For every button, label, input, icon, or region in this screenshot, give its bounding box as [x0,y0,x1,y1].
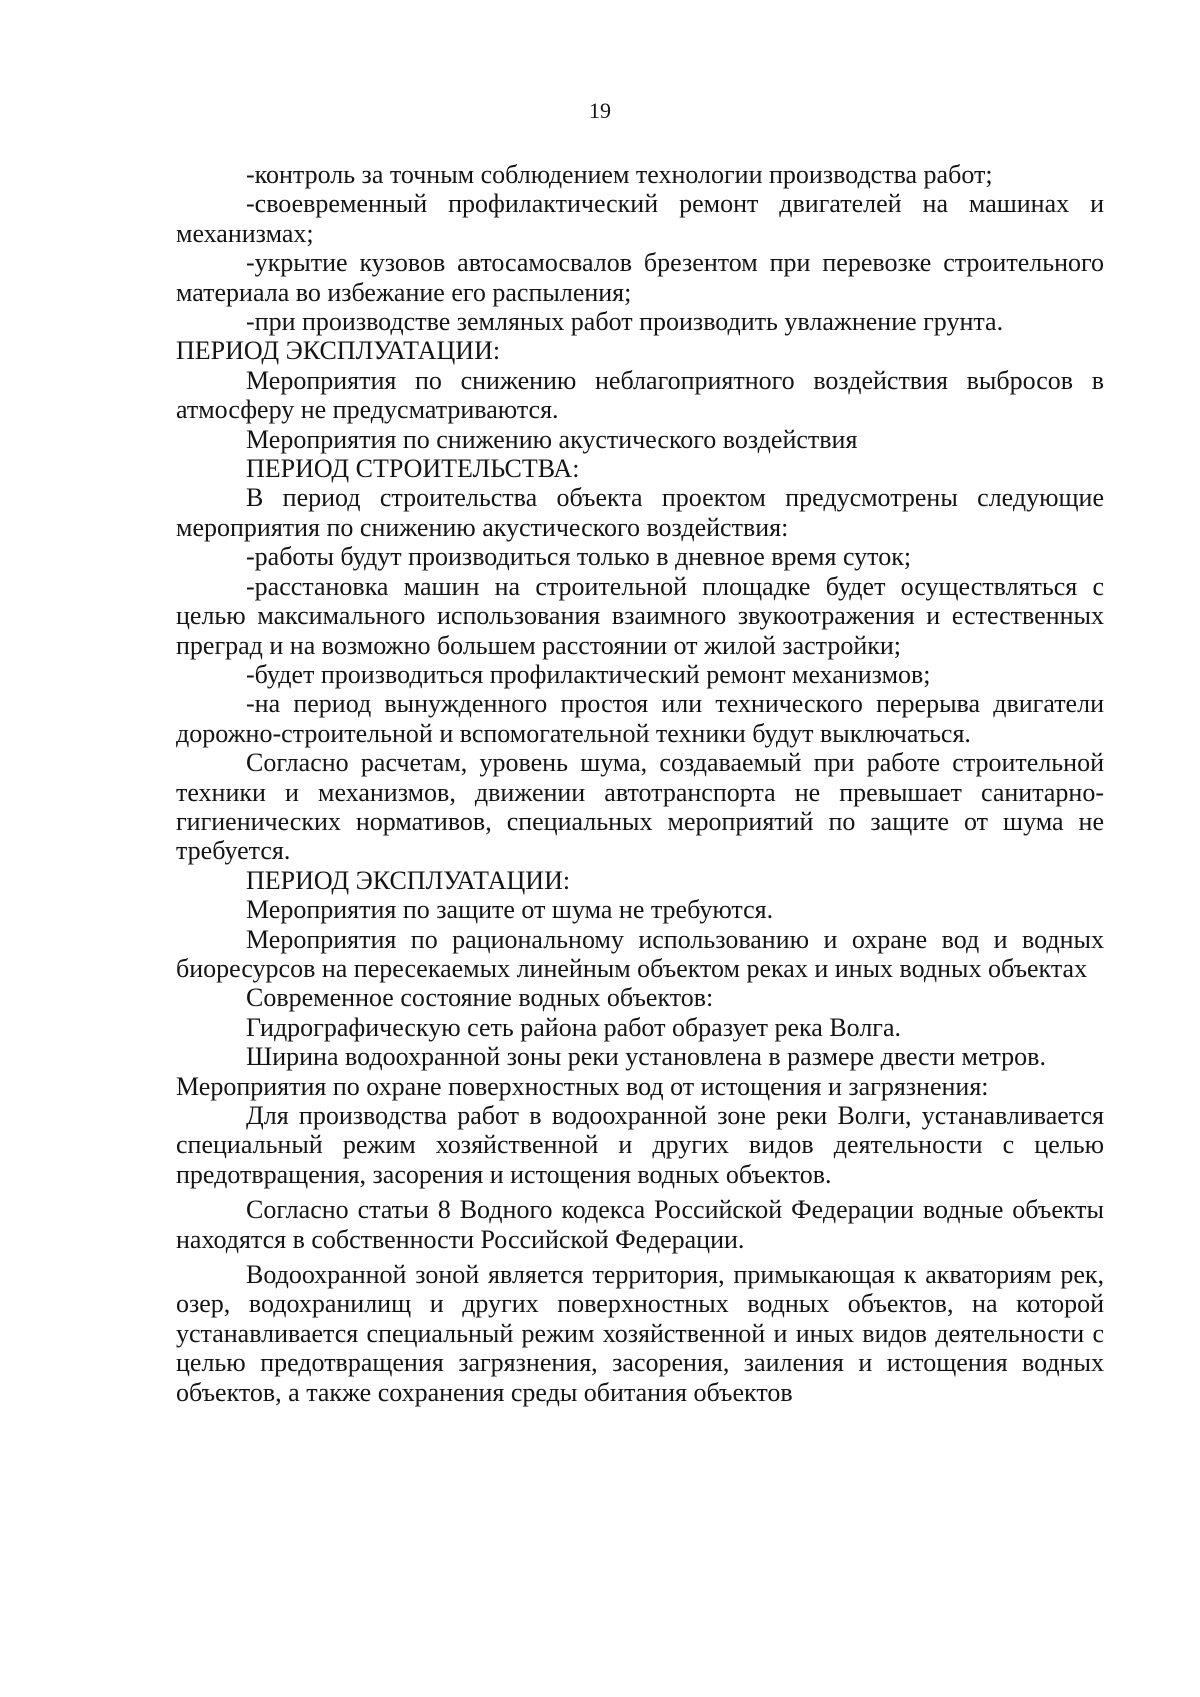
heading-operation-period-1: ПЕРИОД ЭКСПЛУАТАЦИИ: [176,336,501,366]
paragraph-12: -будет производиться профилактический ремонт механизмов; [246,659,931,689]
paragraph-13: -на период вынужденного простоя или технического перерыва двигатели дорожно-строительной и вспомогательной техники будут выключаться. [176,689,1104,748]
paragraph-16: Мероприятия по защите от шума не требуются. [246,895,774,925]
paragraph-21: Мероприятия по охране поверхностных вод от истощения и загрязнения: [176,1071,989,1101]
paragraph-23: Согласно статьи 8 Водного кодекса Российской Федерации водные объекты находятся в собственности Российской Федерации. [176,1195,1104,1254]
paragraph-2: -своевременный профилактический ремонт двигателей на машинах и механизмах; [176,189,1104,248]
paragraph-6: Мероприятия по снижению неблагоприятного воздействия выбросов в атмосферу не предусматриваются. [176,365,1104,425]
paragraph-19: Гидрографическую сеть района работ образует река Волга. [246,1012,902,1042]
paragraph-22: Для производства работ в водоохранной зоне реки Волги, устанавливается специальный режим хозяйственной и других видов деятельности с целью предотвращения, засорения и истощения водных объектов. [176,1101,1104,1189]
paragraph-3: -укрытие кузовов автосамосвалов брезентом при перевозке строительного материала во избежание его распыления; [176,248,1104,307]
page-number: 19 [589,98,611,123]
paragraph-17: Мероприятия по рациональному использованию и охране вод и водных биоресурсов на пересекаемых линейным объектом реках и иных водных объектах [176,924,1104,983]
paragraph-24: Водоохранной зоной является территория, примыкающая к акваториям рек, озер, водохранилищ и других поверхностных водных объектов, на которой устанавливается специальный режим хозяйственной и иных видов деятельности с целью предотвращения загрязнения, засорения, заиления и истощения водных объектов, а также сохранения среды обитания объектов [176,1260,1104,1407]
paragraph-9: В период строительства объекта проектом предусмотрены следующие мероприятия по снижению акустического воздействия: [176,483,1104,542]
heading-construction-period: ПЕРИОД СТРОИТЕЛЬСТВА: [246,454,580,484]
paragraph-20: Ширина водоохранной зоны реки установлена в размере двести метров. [246,1042,1046,1072]
paragraph-11: -расстановка машин на строительной площадке будет осуществляться с целью максимального использования взаимного звукоотражения и естественных преград и на возможно большем расстоянии от жилой застройки; [176,571,1104,660]
paragraph-1: -контроль за точным соблюдением технологии производства работ; [246,160,993,189]
paragraph-14: Согласно расчетам, уровень шума, создаваемый при работе строительной техники и механизмов, движении автотранспорта не превышает санитарно-гигиенических нормативов, специальных мероприятий по защите от шума не требуется. [176,748,1104,866]
paragraph-10: -работы будут производиться только в дневное время суток; [246,542,912,572]
document-body [176,160,1104,1407]
paragraph-4: -при производстве земляных работ производить увлажнение грунта. [246,307,1004,337]
section-title-acoustic: Мероприятия по снижению акустического воздействия [246,424,858,454]
paragraph-18: Современное состояние водных объектов: [246,983,714,1013]
heading-operation-period-2: ПЕРИОД ЭКСПЛУАТАЦИИ: [246,865,571,895]
